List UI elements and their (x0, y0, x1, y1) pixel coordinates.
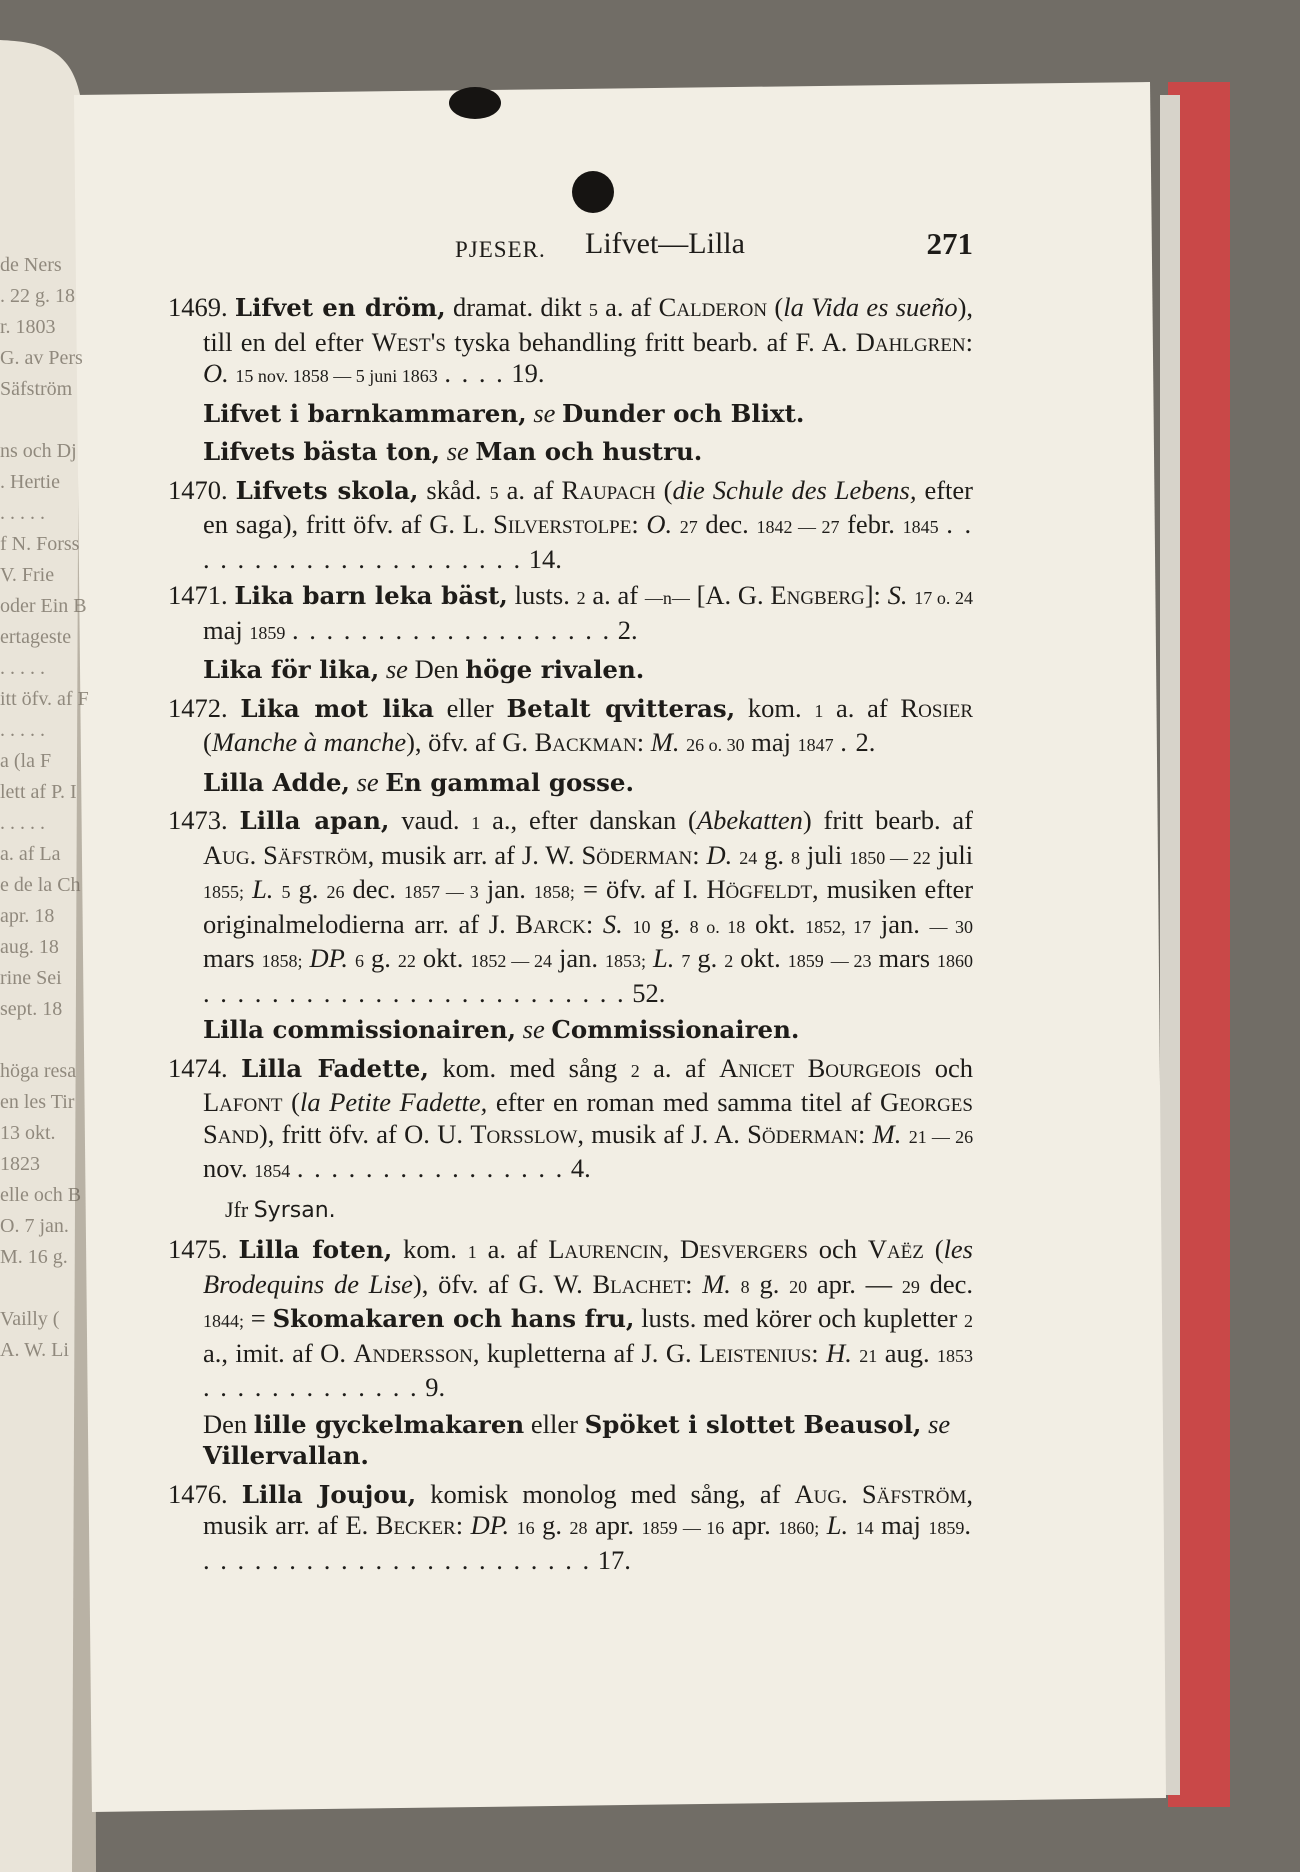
left-page-line: a. af La (0, 843, 61, 865)
left-page-line (0, 1273, 102, 1304)
left-page-line: M. 16 g. (0, 1246, 68, 1268)
left-page-line: . Hertie (0, 471, 60, 493)
left-page-line: a (la F (0, 750, 52, 772)
cross-reference: Den lille gyckelmakaren eller Spöket i slottet Beausol, se Villervallan. (203, 1408, 951, 1470)
left-page-line: . . . . . (0, 812, 45, 834)
left-page-line: en les Tir (0, 1091, 75, 1113)
left-page-line (0, 1025, 102, 1056)
entry-1470: 1470. Lifvets skola, skåd. 5 a. af Raupach (die Schule des Lebens, efter en saga), fritt öfv. af G. L. Silverstolpe: O. 27 dec. 1842 — 27 febr. 1845 . . . . . . . . . . . . . . . . . . . . . 14. (168, 474, 974, 574)
left-page-line: 1823 (0, 1153, 40, 1175)
left-page-line: G. av Pers (0, 347, 83, 369)
see-also-note: Jfr Syrsan. (225, 1196, 336, 1223)
entry-1472: 1472. Lika mot lika eller Betalt qvitteras, kom. 1 a. af Rosier (Manche à manche), öfv. af G. Backman: M. 26 o. 30 maj 1847 . 2. (168, 692, 973, 757)
cross-reference: Lifvets bästa ton, se Man och hustru. (203, 436, 703, 466)
left-page-line: rine Sei (0, 967, 62, 989)
entry-1471: 1471. Lika barn leka bäst, lusts. 2 a. af —n— [A. G. Engberg]: S. 17 o. 24 maj 1859 . . . . . . . . . . . . . . . . . . . 2. (168, 580, 974, 645)
left-page-line: . . . . . (0, 657, 45, 679)
left-page-line: aug. 18 (0, 936, 59, 958)
left-page-line: oder Ein B (0, 595, 87, 617)
section-label: PJESER. (455, 237, 546, 262)
cross-reference: Lilla Adde, se En gammal gosse. (203, 766, 635, 797)
left-page-line: ertageste (0, 626, 72, 648)
left-page-line: Säfström (0, 378, 73, 400)
left-page-line (0, 405, 102, 436)
entry-1474: 1474. Lilla Fadette, kom. med sång 2 a. af Anicet Bourgeois och Lafont (la Petite Fadette, efter en roman med samma titel af Georges Sand), fritt öfv. af O. U. Torsslow, musik af J. A. Söderman: M. 21 — 26 nov. 1854 . . . . . . . . . . . . . . . . 4. (168, 1052, 974, 1183)
left-page-line: A. W. Li (0, 1339, 69, 1361)
cross-reference: Lika för lika, se Den höge rivalen. (203, 654, 645, 684)
left-page-line: 13 okt. (0, 1122, 56, 1144)
left-page-line: lett af P. I (0, 781, 77, 803)
punch-hole (572, 171, 614, 213)
entry-1473: 1473. Lilla apan, vaud. 1 a., efter danskan (Abekatten) fritt bearb. af Aug. Säfström, musik arr. af J. W. Söderman: D. 24 g. 8 juli 1850 — 22 juli 1855; L. 5 g. 26 dec. 1857 — 3 jan. 1858; = öfv. af I. Högfeldt, musiken efter originalmelodierna arr. af J. Barck: S. 10 g. 8 o. 18 okt. 1852, 17 jan. — 30 mars 1858; DP. 6 g. 22 okt. 1852 — 24 jan. 1853; L. 7 g. 2 okt. 1859 — 23 mars 1860 . . . . . . . . . . . . . . . . . . . . . . . . . 52. (168, 805, 974, 1008)
left-page-line: e de la Ch (0, 874, 81, 896)
left-page-line: ns och Dj (0, 440, 77, 462)
left-page-line: O. 7 jan. (0, 1215, 69, 1237)
left-page-line: . . . . . (0, 719, 45, 741)
left-page-line: V. Frie (0, 564, 55, 586)
entry-1476: 1476. Lilla Joujou, komisk monolog med sång, af Aug. Säfström, musik arr. af E. Becker: DP. 16 g. 28 apr. 1859 — 16 apr. 1860; L. 14 maj 1859. . . . . . . . . . . . . . . . . . . . . . . . 17. (168, 1478, 974, 1575)
running-head (203, 228, 973, 272)
left-page-line: r. 1803 (0, 316, 56, 338)
left-page-line: f N. Forss (0, 533, 80, 555)
page-title: Lifvet—Lilla (585, 227, 745, 260)
left-page-line: itt öfv. af F (0, 688, 89, 710)
left-page-line: elle och B (0, 1184, 82, 1206)
left-page-line: apr. 18 (0, 905, 55, 927)
entry-1475: 1475. Lilla foten, kom. 1 a. af Laurencin, Desvergers och Vaëz (les Brodequins de Lise), öfv. af G. W. Blachet: M. 8 g. 20 apr. — 29 dec. 1844; = Skomakaren och hans fru, lusts. med körer och kupletter 2 a., imit. af O. Andersson, kupletterna af J. G. Leistenius: H. 21 aug. 1853 . . . . . . . . . . . . . 9. (168, 1234, 974, 1402)
page-number: 271 (926, 226, 973, 261)
cross-reference: Lifvet i barnkammaren, se Dunder och Blixt. (203, 397, 805, 428)
entry-1469: 1469. Lifvet en dröm, dramat. dikt 5 a. af Calderon (la Vida es sueño), till en del efter West's tyska behandling fritt bearb. af F. A. Dahlgren: O. 15 nov. 1858 — 5 juni 1863 . . . . 19. (168, 292, 974, 388)
page-content (168, 226, 974, 1581)
punch-hole (449, 87, 501, 119)
left-page-line: . . . . . (0, 502, 45, 524)
left-page-line: . 22 g. 18 (0, 285, 75, 307)
left-page-line: Vailly ( (0, 1308, 60, 1330)
left-page-line: sept. 18 (0, 998, 63, 1020)
left-page-fragments (0, 250, 102, 1366)
cross-reference: Lilla commissionairen, se Commissionairen. (203, 1014, 800, 1044)
left-page-line: de Ners (0, 254, 62, 276)
left-page-line: höga resa (0, 1060, 77, 1082)
